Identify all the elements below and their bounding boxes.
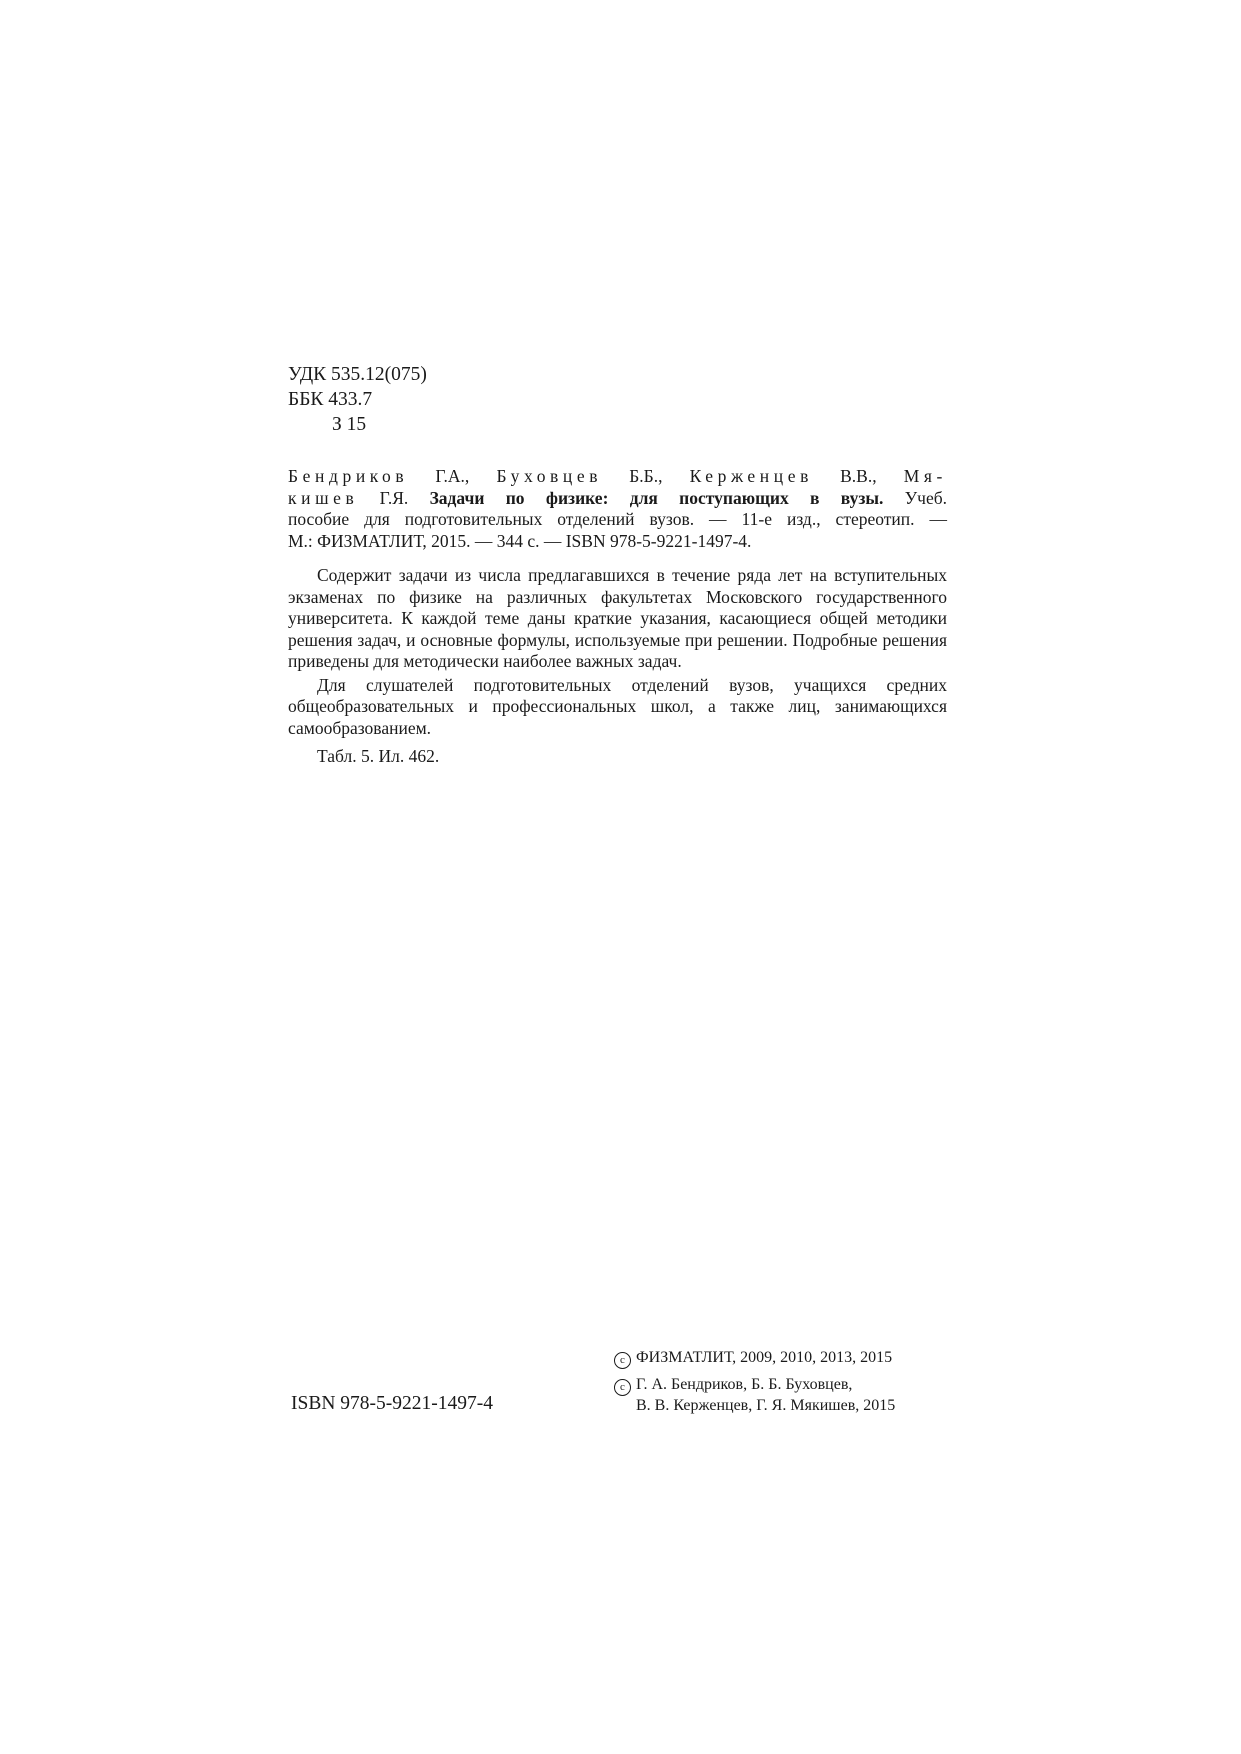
book-title: Задачи по физике: для поступающих в вузы. bbox=[429, 487, 884, 508]
author-name: Буховцев bbox=[496, 466, 603, 486]
biblio-line-4: М.: ФИЗМАТЛИТ, 2015. — 344 с. — ISBN 978-5-9221-1497-4. bbox=[288, 530, 752, 551]
copyright-icon: c bbox=[614, 1379, 631, 1396]
author-name: Керженцев bbox=[689, 466, 813, 486]
copyright-block bbox=[614, 1348, 895, 1416]
book-type: Учеб. bbox=[883, 487, 947, 508]
classification-codes bbox=[288, 362, 427, 437]
author-name: Бендриков bbox=[288, 466, 409, 486]
author-initials: Б.Б., bbox=[602, 466, 690, 486]
copyright-authors-cont: В. В. Керженцев, Г. Я. Мякишев, 2015 bbox=[636, 1397, 896, 1414]
copyright-icon: c bbox=[614, 1352, 631, 1369]
author-sign-code: З 15 bbox=[332, 414, 367, 435]
author-initials: Г.Я. bbox=[358, 487, 430, 508]
abstract-paragraph: Содержит задачи из числа предлагавшихся в течение ряда лет на вступительных экзаменах по физике на различных факультетах Московского государственного университета. К каждой теме даны краткие указания, касающиеся общей методики решения задач, и основные формулы, используемые при решении. Подробные решения приведены для методически наиболее важных задач. bbox=[288, 565, 947, 671]
author-name: Мя- bbox=[903, 466, 947, 486]
udk-code: УДК 535.12(075) bbox=[288, 364, 427, 385]
author-initials: В.В., bbox=[812, 466, 904, 486]
bibliographic-description bbox=[288, 466, 947, 552]
author-name: кишев bbox=[288, 487, 359, 508]
copyright-publisher: c ФИЗМАТЛИТ, 2009, 2010, 2013, 2015 bbox=[614, 1348, 895, 1369]
bbk-code: ББК 433.7 bbox=[288, 389, 373, 410]
tables-illustrations-count: Табл. 5. Ил. 462. bbox=[317, 746, 440, 766]
abstract bbox=[288, 565, 947, 768]
abstract-paragraph: Для слушателей подготовительных отделений вузов, учащихся средних общеобразовательных и профессиональных школ, а также лиц, занимающихся самообразованием. bbox=[288, 674, 947, 738]
isbn: ISBN 978-5-9221-1497-4 bbox=[291, 1393, 494, 1414]
author-initials: Г.А., bbox=[408, 466, 497, 486]
biblio-line-1 bbox=[288, 466, 947, 488]
copyright-authors: c Г. А. Бендриков, Б. Б. Буховцев, bbox=[614, 1375, 895, 1396]
biblio-line-3: пособие для подготовительных отделений вузов. — 11-е изд., стереотип. — bbox=[288, 509, 947, 529]
annotation-block bbox=[288, 466, 947, 768]
biblio-line-2 bbox=[288, 488, 947, 510]
